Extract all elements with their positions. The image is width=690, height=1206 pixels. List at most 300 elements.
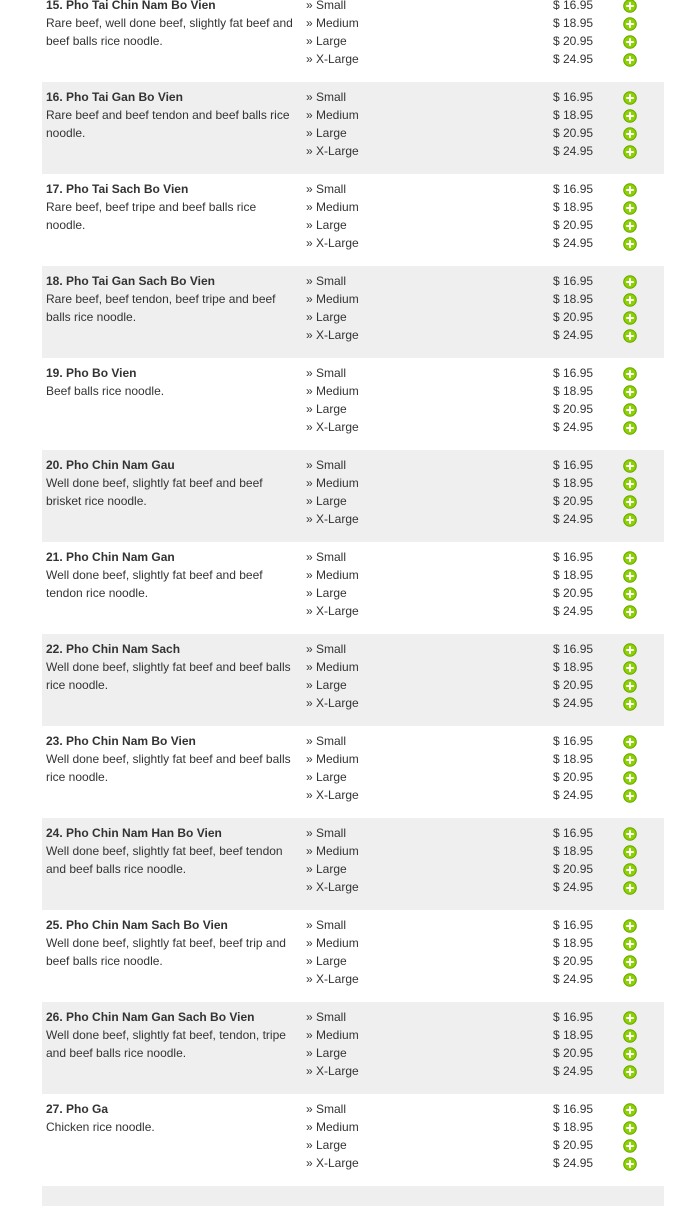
plus-circle-icon	[623, 1029, 637, 1043]
plus-circle-icon	[623, 643, 637, 657]
size-options	[306, 180, 506, 252]
add-to-cart-button[interactable]	[623, 1008, 643, 1026]
plus-circle-icon	[623, 275, 637, 289]
plus-circle-icon	[623, 735, 637, 749]
price-list	[553, 0, 623, 68]
plus-circle-icon	[623, 881, 637, 895]
item-name: Pho Tai Gan Sach Bo Vien	[66, 274, 215, 288]
menu-item	[42, 910, 664, 1002]
price-label: $ 20.95	[553, 862, 594, 876]
item-title	[46, 826, 222, 840]
item-description: Well done beef, slightly fat beef, beef tendon and beef balls rice noodle.	[46, 844, 283, 876]
item-title	[46, 182, 188, 196]
size-label: » Small	[306, 274, 347, 288]
size-label: » Medium	[306, 16, 359, 30]
add-to-cart-button[interactable]	[623, 1118, 643, 1136]
item-info	[46, 824, 298, 878]
plus-circle-icon	[623, 605, 637, 619]
price-label: $ 20.95	[553, 218, 594, 232]
price-label: $ 18.95	[553, 1028, 594, 1042]
plus-circle-icon	[623, 1103, 637, 1117]
add-to-cart-button[interactable]	[623, 124, 643, 142]
item-number: 21.	[46, 550, 63, 564]
add-to-cart-button[interactable]	[623, 878, 643, 896]
item-info	[46, 732, 298, 786]
price-list	[553, 732, 623, 804]
price-label: $ 18.95	[553, 108, 594, 122]
add-to-cart-button[interactable]	[623, 658, 643, 676]
item-name: Pho Chin Nam Bo Vien	[66, 734, 196, 748]
size-label: » Large	[306, 126, 347, 140]
plus-circle-icon	[623, 661, 637, 675]
add-to-cart-button[interactable]	[623, 1026, 643, 1044]
size-options	[306, 272, 506, 344]
price-label: $ 16.95	[553, 550, 594, 564]
add-buttons	[623, 1100, 643, 1172]
add-to-cart-button[interactable]	[623, 842, 643, 860]
add-buttons	[623, 364, 643, 436]
item-description: Rare beef, beef tendon, beef tripe and beef balls rice noodle.	[46, 292, 276, 324]
size-options	[306, 916, 506, 988]
plus-circle-icon	[623, 587, 637, 601]
add-to-cart-button[interactable]	[623, 234, 643, 252]
price-label: $ 20.95	[553, 1046, 594, 1060]
size-label: » Medium	[306, 200, 359, 214]
size-label: » Small	[306, 0, 347, 12]
item-name: Pho Chin Nam Gan	[66, 550, 175, 564]
add-buttons	[623, 0, 643, 68]
size-label: » Medium	[306, 1028, 359, 1042]
item-description: Well done beef, slightly fat beef and beef balls rice noodle.	[46, 752, 291, 784]
price-label: $ 20.95	[553, 770, 594, 784]
add-to-cart-button[interactable]	[623, 456, 643, 474]
price-label: $ 18.95	[553, 752, 594, 766]
add-to-cart-button[interactable]	[623, 492, 643, 510]
add-to-cart-button[interactable]	[623, 32, 643, 50]
plus-circle-icon	[623, 569, 637, 583]
menu-item	[42, 174, 664, 266]
size-options	[306, 548, 506, 620]
price-label: $ 18.95	[553, 936, 594, 950]
price-label: $ 16.95	[553, 182, 594, 196]
price-label: $ 16.95	[553, 458, 594, 472]
add-to-cart-button[interactable]	[623, 382, 643, 400]
price-label: $ 16.95	[553, 642, 594, 656]
add-to-cart-button[interactable]	[623, 142, 643, 160]
price-list	[553, 456, 623, 528]
size-options	[306, 732, 506, 804]
plus-circle-icon	[623, 201, 637, 215]
add-to-cart-button[interactable]	[623, 548, 643, 566]
add-to-cart-button[interactable]	[623, 732, 643, 750]
menu-item	[42, 726, 664, 818]
size-options	[306, 364, 506, 436]
price-label: $ 24.95	[553, 1156, 594, 1170]
plus-circle-icon	[623, 973, 637, 987]
plus-circle-icon	[623, 1047, 637, 1061]
size-label: » Large	[306, 954, 347, 968]
menu-item	[42, 818, 664, 910]
item-number: 23.	[46, 734, 63, 748]
add-to-cart-button[interactable]	[623, 860, 643, 878]
plus-circle-icon	[623, 937, 637, 951]
item-name: Pho Chin Nam Han Bo Vien	[66, 826, 222, 840]
price-label: $ 20.95	[553, 402, 594, 416]
add-buttons	[623, 180, 643, 252]
add-to-cart-button[interactable]	[623, 786, 643, 804]
add-to-cart-button[interactable]	[623, 290, 643, 308]
item-number: 24.	[46, 826, 63, 840]
price-label: $ 20.95	[553, 586, 594, 600]
add-to-cart-button[interactable]	[623, 364, 643, 382]
add-buttons	[623, 916, 643, 988]
plus-circle-icon	[623, 293, 637, 307]
plus-circle-icon	[623, 919, 637, 933]
item-number: 15.	[46, 0, 63, 12]
price-label: $ 16.95	[553, 0, 594, 12]
item-number: 22.	[46, 642, 63, 656]
menu-item	[42, 1094, 664, 1186]
add-to-cart-button[interactable]	[623, 768, 643, 786]
item-info	[46, 88, 298, 142]
add-to-cart-button[interactable]	[623, 602, 643, 620]
item-description: Well done beef, slightly fat beef, tendon, tripe and beef balls rice noodle.	[46, 1028, 286, 1060]
price-list	[553, 824, 623, 896]
add-to-cart-button[interactable]	[623, 1044, 643, 1062]
add-to-cart-button[interactable]	[623, 970, 643, 988]
add-to-cart-button[interactable]	[623, 952, 643, 970]
price-label: $ 18.95	[553, 568, 594, 582]
add-to-cart-button[interactable]	[623, 474, 643, 492]
plus-circle-icon	[623, 1157, 637, 1171]
item-info	[46, 548, 298, 602]
item-info	[46, 0, 298, 50]
item-number: 16.	[46, 90, 63, 104]
add-to-cart-button[interactable]	[623, 400, 643, 418]
price-list	[553, 272, 623, 344]
item-number: 19.	[46, 366, 63, 380]
size-label: » Small	[306, 366, 347, 380]
size-label: » X-Large	[306, 328, 359, 342]
size-label: » X-Large	[306, 1156, 359, 1170]
add-to-cart-button[interactable]	[623, 1136, 643, 1154]
plus-circle-icon	[623, 219, 637, 233]
add-to-cart-button[interactable]	[623, 272, 643, 290]
price-label: $ 24.95	[553, 52, 594, 66]
plus-circle-icon	[623, 495, 637, 509]
plus-circle-icon	[623, 753, 637, 767]
size-label: » Large	[306, 1046, 347, 1060]
item-name: Pho Chin Nam Gau	[66, 458, 175, 472]
add-to-cart-button[interactable]	[623, 566, 643, 584]
item-info	[46, 364, 298, 400]
price-label: $ 20.95	[553, 678, 594, 692]
size-label: » Large	[306, 862, 347, 876]
plus-circle-icon	[623, 789, 637, 803]
plus-circle-icon	[623, 1121, 637, 1135]
add-buttons	[623, 88, 643, 160]
price-label: $ 18.95	[553, 16, 594, 30]
plus-circle-icon	[623, 237, 637, 251]
item-name: Pho Chin Nam Sach Bo Vien	[66, 918, 228, 932]
add-to-cart-button[interactable]	[623, 180, 643, 198]
add-to-cart-button[interactable]	[623, 640, 643, 658]
plus-circle-icon	[623, 477, 637, 491]
item-title	[46, 734, 196, 748]
item-description: Well done beef, slightly fat beef and beef tendon rice noodle.	[46, 568, 263, 600]
add-to-cart-button[interactable]	[623, 1100, 643, 1118]
add-to-cart-button[interactable]	[623, 584, 643, 602]
price-list	[553, 88, 623, 160]
size-label: » Large	[306, 218, 347, 232]
plus-circle-icon	[623, 1011, 637, 1025]
price-list	[553, 180, 623, 252]
size-label: » Large	[306, 678, 347, 692]
add-to-cart-button[interactable]	[623, 916, 643, 934]
plus-circle-icon	[623, 385, 637, 399]
size-label: » X-Large	[306, 604, 359, 618]
add-to-cart-button[interactable]	[623, 824, 643, 842]
add-to-cart-button[interactable]	[623, 1154, 643, 1172]
item-number: 26.	[46, 1010, 63, 1024]
price-label: $ 18.95	[553, 384, 594, 398]
add-to-cart-button[interactable]	[623, 694, 643, 712]
size-label: » Medium	[306, 1120, 359, 1134]
add-buttons	[623, 1008, 643, 1080]
price-label: $ 20.95	[553, 34, 594, 48]
item-info	[46, 640, 298, 694]
price-label: $ 24.95	[553, 1064, 594, 1078]
price-list	[553, 548, 623, 620]
add-to-cart-button[interactable]	[623, 1062, 643, 1080]
size-label: » Small	[306, 642, 347, 656]
price-list	[553, 916, 623, 988]
size-label: » X-Large	[306, 52, 359, 66]
size-options	[306, 0, 506, 68]
add-to-cart-button[interactable]	[623, 198, 643, 216]
plus-circle-icon	[623, 551, 637, 565]
item-name: Pho Bo Vien	[66, 366, 137, 380]
item-number: 18.	[46, 274, 63, 288]
add-to-cart-button[interactable]	[623, 88, 643, 106]
price-label: $ 18.95	[553, 844, 594, 858]
size-options	[306, 640, 506, 712]
price-label: $ 24.95	[553, 972, 594, 986]
size-label: » Small	[306, 550, 347, 564]
menu-item-next-partial	[42, 1186, 664, 1206]
add-to-cart-button[interactable]	[623, 308, 643, 326]
plus-circle-icon	[623, 109, 637, 123]
add-buttons	[623, 456, 643, 528]
item-info	[46, 1100, 298, 1136]
price-label: $ 20.95	[553, 310, 594, 324]
plus-circle-icon	[623, 1139, 637, 1153]
price-label: $ 16.95	[553, 734, 594, 748]
add-to-cart-button[interactable]	[623, 750, 643, 768]
size-label: » Small	[306, 182, 347, 196]
price-label: $ 16.95	[553, 366, 594, 380]
menu-item	[42, 450, 664, 542]
plus-circle-icon	[623, 955, 637, 969]
price-label: $ 24.95	[553, 880, 594, 894]
plus-circle-icon	[623, 311, 637, 325]
add-to-cart-button[interactable]	[623, 14, 643, 32]
price-label: $ 20.95	[553, 494, 594, 508]
item-name: Pho Tai Chin Nam Bo Vien	[66, 0, 216, 12]
size-label: » Large	[306, 494, 347, 508]
price-label: $ 18.95	[553, 292, 594, 306]
size-label: » Small	[306, 918, 347, 932]
item-description: Well done beef, slightly fat beef and beef brisket rice noodle.	[46, 476, 263, 508]
add-buttons	[623, 732, 643, 804]
plus-circle-icon	[623, 827, 637, 841]
add-to-cart-button[interactable]	[623, 326, 643, 344]
size-label: » Large	[306, 310, 347, 324]
menu-item	[42, 266, 664, 358]
size-label: » Medium	[306, 384, 359, 398]
price-label: $ 20.95	[553, 954, 594, 968]
size-label: » Small	[306, 458, 347, 472]
size-label: » X-Large	[306, 880, 359, 894]
item-name: Pho Chin Nam Sach	[66, 642, 181, 656]
item-info	[46, 916, 298, 970]
price-label: $ 24.95	[553, 696, 594, 710]
price-label: $ 24.95	[553, 144, 594, 158]
plus-circle-icon	[623, 127, 637, 141]
size-label: » Small	[306, 826, 347, 840]
size-label: » Small	[306, 1010, 347, 1024]
plus-circle-icon	[623, 421, 637, 435]
size-label: » Medium	[306, 292, 359, 306]
price-label: $ 24.95	[553, 328, 594, 342]
add-to-cart-button[interactable]	[623, 418, 643, 436]
item-number: 27.	[46, 1102, 63, 1116]
item-number: 25.	[46, 918, 63, 932]
add-to-cart-button[interactable]	[623, 0, 643, 14]
price-label: $ 18.95	[553, 476, 594, 490]
item-info	[46, 456, 298, 510]
plus-circle-icon	[623, 17, 637, 31]
item-description: Chicken rice noodle.	[46, 1120, 155, 1134]
item-title	[46, 366, 136, 380]
price-label: $ 24.95	[553, 236, 594, 250]
plus-circle-icon	[623, 845, 637, 859]
item-title	[46, 90, 183, 104]
plus-circle-icon	[623, 53, 637, 67]
price-label: $ 16.95	[553, 1010, 594, 1024]
plus-circle-icon	[623, 35, 637, 49]
size-label: » Small	[306, 90, 347, 104]
add-to-cart-button[interactable]	[623, 510, 643, 528]
add-buttons	[623, 824, 643, 896]
plus-circle-icon	[623, 183, 637, 197]
price-list	[553, 364, 623, 436]
size-label: » Medium	[306, 844, 359, 858]
item-info	[46, 272, 298, 326]
size-label: » X-Large	[306, 144, 359, 158]
menu-item	[42, 542, 664, 634]
size-label: » Medium	[306, 936, 359, 950]
plus-circle-icon	[623, 513, 637, 527]
price-label: $ 18.95	[553, 660, 594, 674]
size-label: » X-Large	[306, 512, 359, 526]
menu-list	[42, 0, 664, 1206]
size-options	[306, 88, 506, 160]
plus-circle-icon	[623, 771, 637, 785]
size-label: » Medium	[306, 568, 359, 582]
size-label: » Small	[306, 1102, 347, 1116]
plus-circle-icon	[623, 459, 637, 473]
item-title	[46, 1010, 255, 1024]
size-label: » Medium	[306, 476, 359, 490]
item-title	[46, 458, 175, 472]
add-to-cart-button[interactable]	[623, 676, 643, 694]
item-info	[46, 1008, 298, 1062]
size-options	[306, 1100, 506, 1172]
size-label: » X-Large	[306, 420, 359, 434]
size-label: » Large	[306, 770, 347, 784]
item-name: Pho Ga	[66, 1102, 109, 1116]
item-number: 17.	[46, 182, 63, 196]
menu-item	[42, 82, 664, 174]
size-options	[306, 1008, 506, 1080]
price-label: $ 24.95	[553, 512, 594, 526]
plus-circle-icon	[623, 367, 637, 381]
item-description: Beef balls rice noodle.	[46, 384, 165, 398]
size-label: » Large	[306, 402, 347, 416]
price-label: $ 24.95	[553, 604, 594, 618]
size-label: » X-Large	[306, 696, 359, 710]
size-label: » Large	[306, 586, 347, 600]
plus-circle-icon	[623, 679, 637, 693]
plus-circle-icon	[623, 91, 637, 105]
add-to-cart-button[interactable]	[623, 934, 643, 952]
price-label: $ 18.95	[553, 1120, 594, 1134]
price-label: $ 16.95	[553, 918, 594, 932]
price-label: $ 20.95	[553, 126, 594, 140]
item-title	[46, 274, 215, 288]
item-title	[46, 0, 216, 12]
price-label: $ 24.95	[553, 788, 594, 802]
size-label: » Large	[306, 34, 347, 48]
plus-circle-icon	[623, 145, 637, 159]
item-number: 20.	[46, 458, 63, 472]
add-to-cart-button[interactable]	[623, 216, 643, 234]
price-list	[553, 640, 623, 712]
price-list	[553, 1100, 623, 1172]
price-list	[553, 1008, 623, 1080]
size-label: » Large	[306, 1138, 347, 1152]
item-name: Pho Chin Nam Gan Sach Bo Vien	[66, 1010, 255, 1024]
menu-item	[42, 1002, 664, 1094]
size-label: » Medium	[306, 752, 359, 766]
item-name: Pho Tai Gan Bo Vien	[66, 90, 183, 104]
item-title	[46, 550, 175, 564]
item-description: Rare beef, well done beef, slightly fat beef and beef balls rice noodle.	[46, 16, 293, 48]
add-to-cart-button[interactable]	[623, 106, 643, 124]
item-title	[46, 642, 180, 656]
item-name: Pho Tai Sach Bo Vien	[66, 182, 189, 196]
price-label: $ 24.95	[553, 420, 594, 434]
item-info	[46, 180, 298, 234]
plus-circle-icon	[623, 329, 637, 343]
add-to-cart-button[interactable]	[623, 50, 643, 68]
size-options	[306, 824, 506, 896]
item-description: Well done beef, slightly fat beef and beef balls rice noodle.	[46, 660, 291, 692]
price-label: $ 18.95	[553, 200, 594, 214]
item-description: Well done beef, slightly fat beef, beef trip and beef balls rice noodle.	[46, 936, 286, 968]
price-label: $ 16.95	[553, 1102, 594, 1116]
